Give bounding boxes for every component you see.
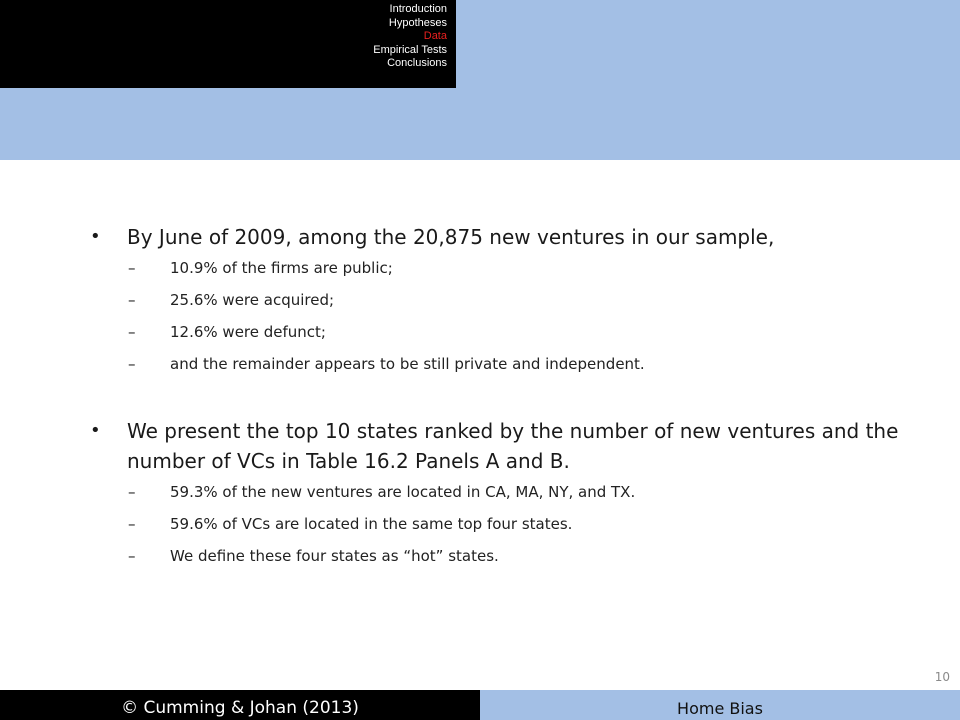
- sub-bullet: [90, 476, 910, 508]
- sub-bullet-text: We define these four states as “hot” states.: [170, 547, 499, 565]
- bullet-text: By June of 2009, among the 20,875 new ventures in our sample,: [127, 225, 775, 249]
- sub-bullet: [90, 252, 910, 284]
- spacer: [90, 380, 910, 416]
- nav-item-conclusions[interactable]: Conclusions: [387, 57, 447, 69]
- page-number: 10: [934, 670, 950, 684]
- nav-item-hypotheses[interactable]: Hypotheses: [388, 16, 447, 29]
- slide-content: [90, 222, 910, 572]
- sub-bullet-text: 59.3% of the new ventures are located in CA, MA, NY, and TX.: [170, 483, 636, 501]
- bullet-text: We present the top 10 states ranked by the number of new ventures and the number of VCs in Table 16.2 Panels A and B.: [127, 419, 899, 473]
- sub-bullet: [90, 508, 910, 540]
- bullet-point: [90, 222, 910, 252]
- sub-bullet: [90, 540, 910, 572]
- bullet-group: [90, 416, 910, 572]
- bullet-icon: •: [90, 420, 101, 441]
- dash-icon: –: [128, 323, 136, 341]
- bullet-icon: •: [90, 226, 101, 247]
- sub-bullet: [90, 348, 910, 380]
- nav-item-empirical-tests[interactable]: Empirical Tests: [373, 43, 447, 56]
- sub-bullet: [90, 316, 910, 348]
- sub-bullet-text: 10.9% of the firms are public;: [170, 259, 393, 277]
- sub-bullet: [90, 284, 910, 316]
- sub-bullet-text: and the remainder appears to be still private and independent.: [170, 355, 645, 373]
- nav-item-data[interactable]: Data: [423, 30, 447, 42]
- sub-bullet-text: 25.6% were acquired;: [170, 291, 335, 309]
- bullet-point: [90, 416, 910, 476]
- nav-item-introduction[interactable]: Introduction: [389, 3, 447, 15]
- dash-icon: –: [128, 483, 136, 501]
- sub-bullet-text: 12.6% were defunct;: [170, 323, 326, 341]
- dash-icon: –: [128, 547, 136, 565]
- dash-icon: –: [128, 291, 136, 309]
- footer-topic: Home Bias: [480, 690, 960, 720]
- footer-copyright: © Cumming & Johan (2013): [0, 690, 480, 720]
- sub-bullet-text: 59.6% of VCs are located in the same top four states.: [170, 515, 573, 533]
- dash-icon: –: [128, 355, 136, 373]
- dash-icon: –: [128, 259, 136, 277]
- section-nav: [0, 0, 456, 88]
- dash-icon: –: [128, 515, 136, 533]
